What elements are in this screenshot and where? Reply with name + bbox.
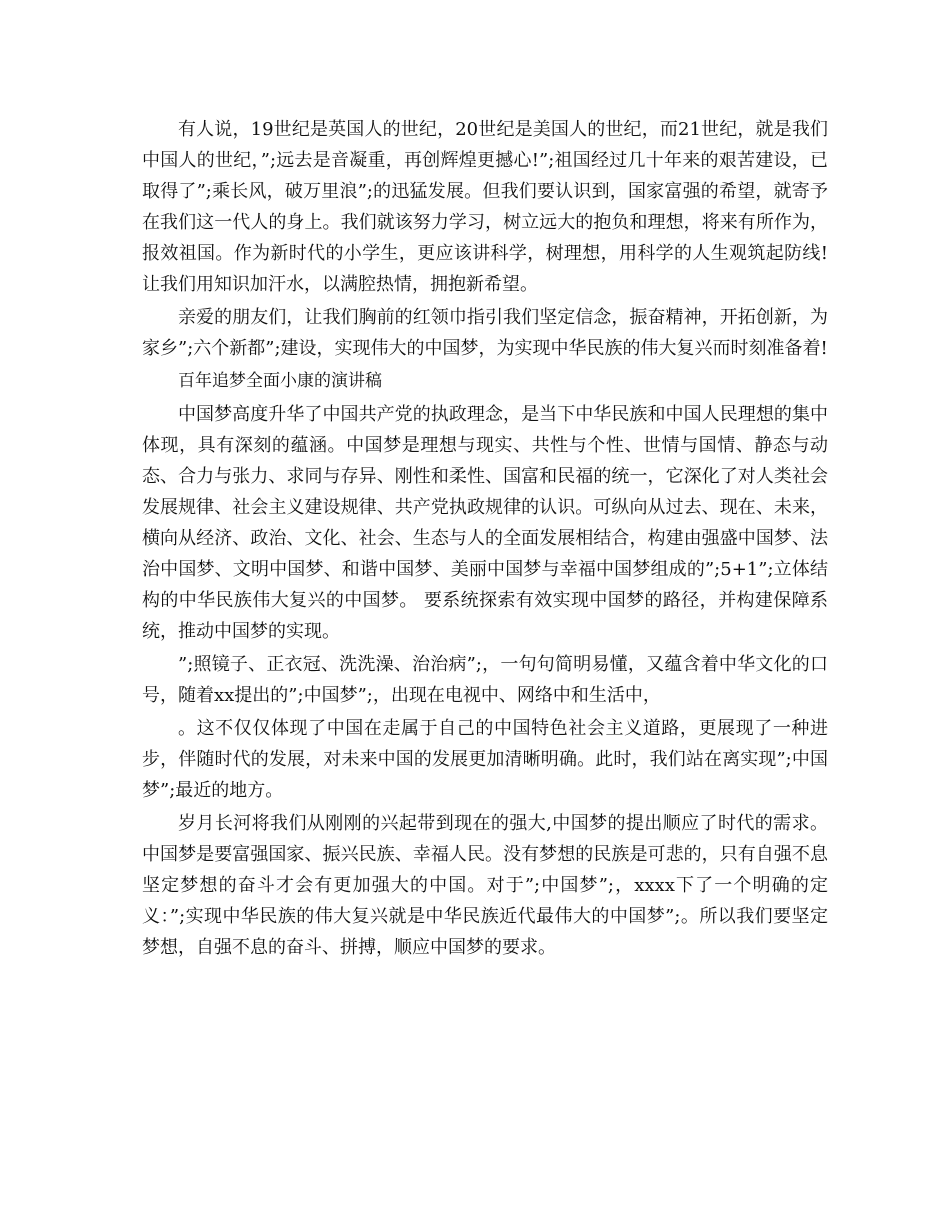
paragraph-6: 岁月长河将我们从刚刚的兴起带到现在的强大,中国梦的提出顺应了时代的需求。中国梦是要富强国家、振兴民族、幸福人民。没有梦想的民族是可悲的，只有自强不息坚定梦想的奋斗才会有更加强大的中国。对于”;中国梦”;，xxxx下了一个明确的定义：”;实现中华民族的伟大复兴就是中华民族近代最伟大的中国梦”;。所以我们要坚定梦想，自强不息的奋斗、拼搏，顺应中国梦的要求。: [142, 813, 828, 958]
paragraph-4: ”;照镜子、正衣冠、洗洗澡、治治病”;，一句句简明易懂，又蕴含着中华文化的口号，随着xx提出的”;中国梦”;，出现在电视中、网络中和生活中，: [142, 654, 828, 706]
paragraph-2: 亲爱的朋友们，让我们胸前的红领巾指引我们坚定信念，振奋精神，开拓创新，为家乡”;六个新都”;建设，实现伟大的中国梦，为实现中华民族的伟大复兴而时刻准备着!: [142, 307, 828, 359]
paragraph-1: 有人说，19世纪是英国人的世纪，20世纪是美国人的世纪，而21世纪，就是我们中国人的世纪，”;远去是音凝重，再创辉煌更撼心!”;祖国经过几十年来的艰苦建设，已取得了”;乘长风，破万里浪”;的迅猛发展。但我们要认识到，国家富强的希望，就寄予在我们这一代人的身上。我们就该努力学习，树立远大的抱负和理想，将来有所作为，报效祖国。作为新时代的小学生，更应该讲科学，树理想，用科学的人生观筑起防线!让我们用知识加汗水，以满腔热情，拥抱新希望。: [142, 119, 828, 295]
document-body: [142, 114, 828, 965]
paragraph-5: 。这不仅仅体现了中国在走属于自己的中国特色社会主义道路，更展现了一种进步，伴随时代的发展，对未来中国的发展更加清晰明确。此时，我们站在离实现”;中国梦”;最近的地方。: [142, 718, 828, 801]
section-title: 百年追梦全面小康的演讲稿: [178, 371, 382, 391]
paragraph-3: 中国梦高度升华了中国共产党的执政理念，是当下中华民族和中国人民理想的集中体现，具有深刻的蕴涵。中国梦是理想与现实、共性与个性、世情与国情、静态与动态、合力与张力、求同与存异、刚性和柔性、国富和民福的统一，它深化了对人类社会发展规律、社会主义建设规律、共产党执政规律的认识。可纵向从过去、现在、未来，横向从经济、政治、文化、社会、生态与人的全面发展相结合，构建由强盛中国梦、法治中国梦、文明中国梦、和谐中国梦、美丽中国梦与幸福中国梦组成的”;5+1”;立体结构的中华民族伟大复兴的中国梦。 要系统探索有效实现中国梦的路径，并构建保障系统，推动中国梦的实现。: [142, 404, 828, 642]
